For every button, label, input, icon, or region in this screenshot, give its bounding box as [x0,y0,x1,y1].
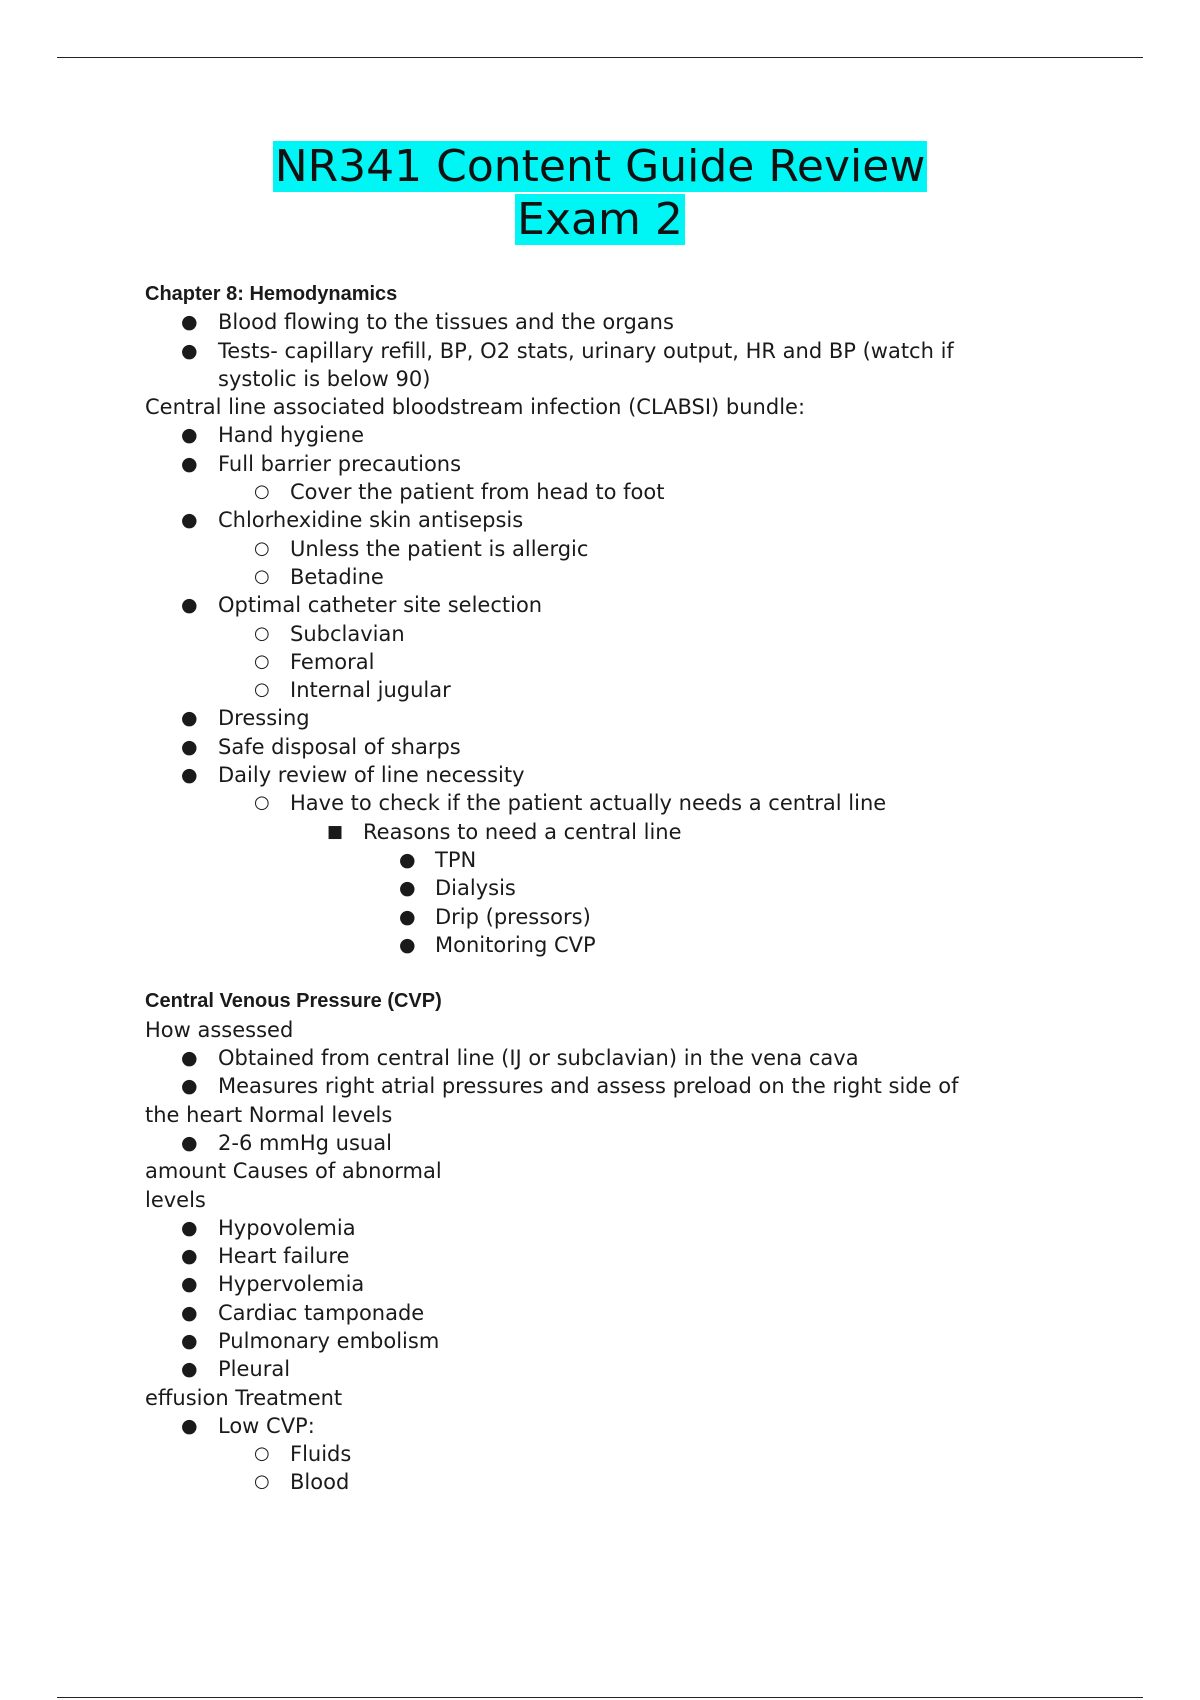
filled-bullet-icon: ● [181,1131,198,1154]
list-item-continuation: systolic is below 90) [218,366,431,391]
filled-bullet-icon: ● [181,509,198,532]
reason-item: ● Dialysis [145,874,1045,902]
reason-item: ● TPN [145,846,1045,874]
filled-bullet-icon: ● [399,848,416,871]
section-heading-hemodynamics: Chapter 8: Hemodynamics [145,283,398,305]
filled-bullet-icon: ● [181,1414,198,1437]
text-line: levels [145,1187,206,1212]
hollow-bullet-icon: ○ [254,792,270,814]
clabsi-intro: Central line associated bloodstream infection (CLABSI) bundle: [145,395,806,420]
list-item: ● Dressing [145,704,1045,732]
list-item: ● Full barrier precautions [145,450,1045,478]
list-item: ● Measures right atrial pressures and assess preload on the right side of [145,1072,1045,1100]
section-heading-cvp: Central Venous Pressure (CVP) [145,990,442,1013]
hollow-bullet-icon: ○ [254,650,270,672]
title-line-1: NR341 Content Guide Review [274,141,926,192]
cause-item: ● Hypervolemia [145,1270,1045,1298]
hollow-bullet-icon: ○ [254,679,270,701]
sub-list-item: ○ Internal jugular [145,676,1045,704]
list-item: ● Safe disposal of sharps [145,733,1045,761]
top-rule [57,57,1143,58]
list-item: ● Hand hygiene [145,421,1045,449]
text-line: amount Causes of abnormal [145,1159,442,1184]
filled-bullet-icon: ● [181,594,198,617]
hollow-bullet-icon: ○ [254,565,270,587]
sub-list-item: ○ Subclavian [145,620,1045,648]
list-item: ● Chlorhexidine skin antisepsis [145,506,1045,534]
filled-bullet-icon: ● [181,339,198,362]
filled-bullet-icon: ● [181,764,198,787]
filled-bullet-icon: ● [181,707,198,730]
list-item: ● Obtained from central line (IJ or subclavian) in the vena cava [145,1044,1045,1072]
filled-bullet-icon: ● [399,933,416,956]
sub-list-item: ○ Have to check if the patient actually needs a central line [145,789,1045,817]
filled-bullet-icon: ● [181,424,198,447]
filled-bullet-icon: ● [181,1329,198,1352]
filled-bullet-icon: ● [181,1301,198,1324]
sub-sub-list-item: ■ Reasons to need a central line [145,818,1045,846]
filled-bullet-icon: ● [181,311,198,334]
text-line: effusion Treatment [145,1385,343,1410]
cause-item: ● Heart failure [145,1242,1045,1270]
title-line-2: Exam 2 [517,194,683,245]
reason-item: ● Drip (pressors) [145,903,1045,931]
filled-bullet-icon: ● [399,905,416,928]
filled-bullet-icon: ● [181,1216,198,1239]
hollow-bullet-icon: ○ [254,537,270,559]
cause-item: ● Cardiac tamponade [145,1299,1045,1327]
filled-bullet-icon: ● [181,1358,198,1381]
sub-list-item: ○ Betadine [145,563,1045,591]
list-item: ● Low CVP: [145,1412,1045,1440]
spacer [145,959,1045,987]
list-item: ● Tests- capillary refill, BP, O2 stats, urinary output, HR and BP (watch if [145,337,1045,365]
sub-list-item: ○ Fluids [145,1440,1045,1468]
bottom-rule [57,1697,1143,1698]
cause-item: ● Pulmonary embolism [145,1327,1045,1355]
filled-bullet-icon: ● [181,1245,198,1268]
list-item: ● Optimal catheter site selection [145,591,1045,619]
list-item: ● 2-6 mmHg usual [145,1129,1045,1157]
text-line: the heart Normal levels [145,1102,393,1127]
hollow-bullet-icon: ○ [254,1443,270,1465]
filled-bullet-icon: ● [181,452,198,475]
cause-item: ● Pleural [145,1355,1045,1383]
filled-bullet-icon: ● [181,1075,198,1098]
hollow-bullet-icon: ○ [254,481,270,503]
square-bullet-icon: ■ [327,821,344,842]
document-title [0,140,1200,246]
sub-list-item: ○ Femoral [145,648,1045,676]
list-item: ● Daily review of line necessity [145,761,1045,789]
document-body [145,280,1045,1497]
list-item: ● Blood flowing to the tissues and the organs [145,308,1045,336]
hollow-bullet-icon: ○ [254,1471,270,1493]
hollow-bullet-icon: ○ [254,622,270,644]
reason-item: ● Monitoring CVP [145,931,1045,959]
sub-list-item: ○ Unless the patient is allergic [145,535,1045,563]
filled-bullet-icon: ● [181,1273,198,1296]
sub-list-item: ○ Blood [145,1468,1045,1496]
cause-item: ● Hypovolemia [145,1214,1045,1242]
how-assessed: How assessed [145,1017,294,1042]
sub-list-item: ○ Cover the patient from head to foot [145,478,1045,506]
filled-bullet-icon: ● [399,877,416,900]
filled-bullet-icon: ● [181,735,198,758]
filled-bullet-icon: ● [181,1047,198,1070]
